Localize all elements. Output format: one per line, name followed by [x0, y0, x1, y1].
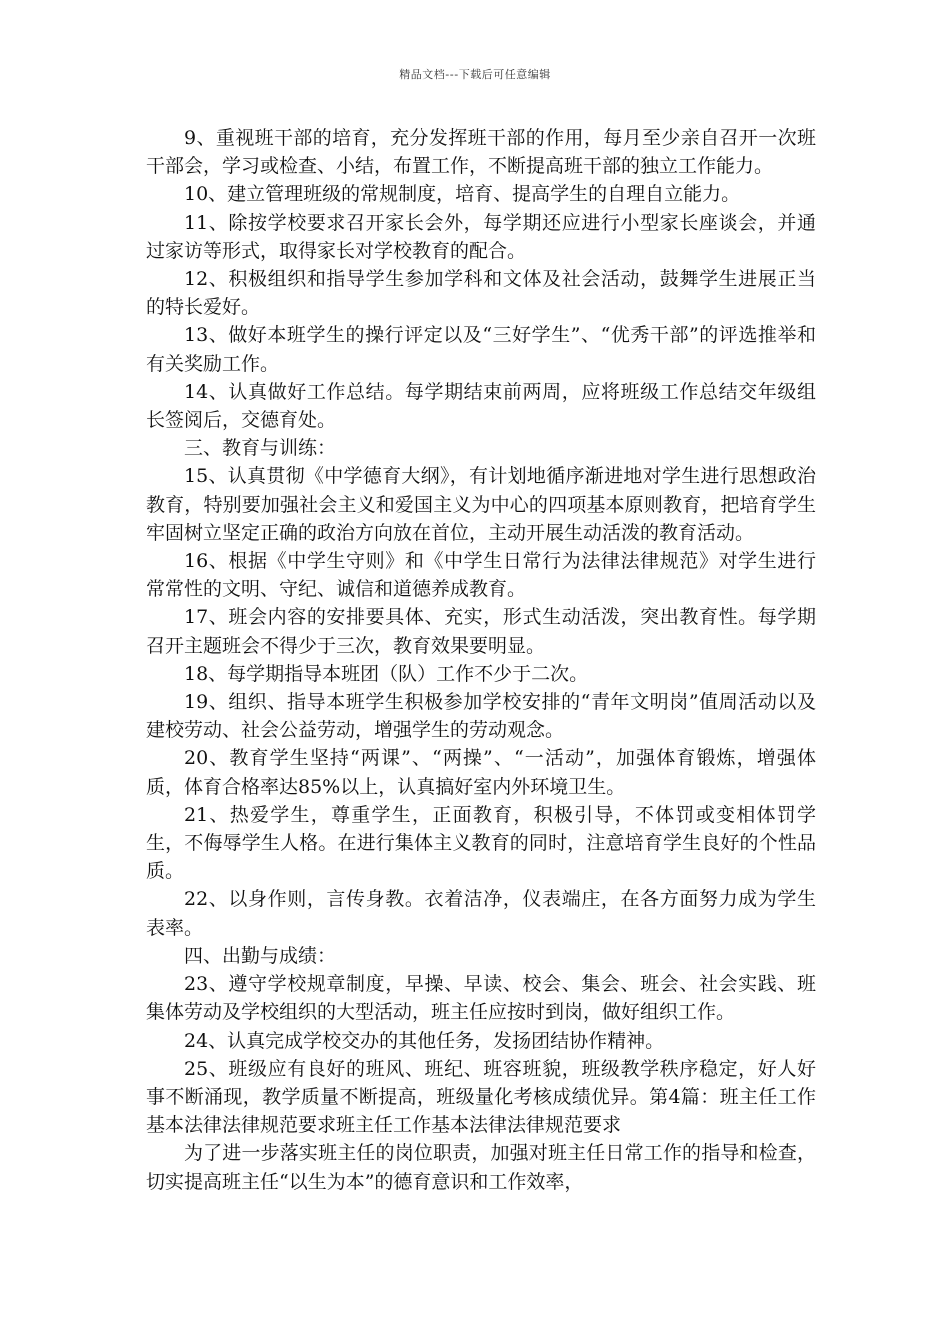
paragraph-item-9: 9、重视班干部的培育，充分发挥班干部的作用，每月至少亲自召开一次班干部会，学习或检查、小结，布置工作，不断提高班干部的独立工作能力。: [146, 127, 816, 178]
paragraph-item-12: 12、积极组织和指导学生参加学科和文体及社会活动，鼓舞学生进展正当的特长爱好。: [146, 268, 816, 319]
page-header: 精品文档---下载后可任意编辑: [399, 68, 551, 81]
paragraph-item-17: 17、班会内容的安排要具体、充实，形式生动活泼，突出教育性。每学期召开主题班会不得少于三次，教育效果要明显。: [146, 606, 816, 657]
paragraph-item-14: 14、认真做好工作总结。每学期结束前两周，应将班级工作总结交年级组长签阅后，交德育处。: [146, 380, 816, 432]
paragraph-item-20: 20、教育学生坚持“两课”、“两操”、“一活动”，加强体育锻炼，增强体质，体育合格率达85%以上，认真搞好室内外环境卫生。: [146, 747, 816, 798]
paragraph-item-19: 19、组织、指导本班学生积极参加学校安排的“青年文明岗”值周活动以及建校劳动、社会公益劳动，增强学生的劳动观念。: [146, 691, 816, 742]
paragraph-intro: 为了进一步落实班主任的岗位职责，加强对班主任日常工作的指导和检查，切实提高班主任“以生为本”的德育意识和工作效率，: [146, 1142, 816, 1193]
paragraph-item-11: 11、除按学校要求召开家长会外，每学期还应进行小型家长座谈会，并通过家访等形式，取得家长对学校教育的配合。: [146, 211, 816, 262]
paragraph-item-10: 10、建立管理班级的常规制度，培育、提高学生的自理自立能力。: [184, 183, 741, 206]
section-heading-attendance: 四、出勤与成绩：: [184, 944, 337, 967]
paragraph-item-23: 23、遵守学校规章制度，早操、早读、校会、集会、班会、社会实践、班集体劳动及学校组织的大型活动，班主任应按时到岗，做好组织工作。: [146, 973, 816, 1024]
paragraph-item-18: 18、每学期指导本班团（队）工作不少于二次。: [184, 662, 589, 685]
paragraph-item-22: 22、以身作则，言传身教。衣着洁净，仪表端庄，在各方面努力成为学生表率。: [146, 888, 816, 939]
paragraph-item-24: 24、认真完成学校交办的其他任务，发扬团结协作精神。: [184, 1029, 665, 1052]
document-body: [146, 124, 816, 1196]
paragraph-item-15: 15、认真贯彻《中学德育大纲》，有计划地循序渐进地对学生进行思想政治教育，特别要加强社会主义和爱国主义为中心的四项基本原则教育，把培育学生牢固树立坚定正确的政治方向放在首位，主动开展生动活泼的教育活动。: [146, 465, 816, 544]
paragraph-item-16: 16、根据《中学生守则》和《中学生日常行为法律法律规范》对学生进行常常性的文明、守纪、诚信和道德养成教育。: [146, 550, 816, 601]
paragraph-item-13: 13、做好本班学生的操行评定以及“三好学生”、“优秀干部”的评选推举和有关奖励工作。: [146, 324, 816, 375]
section-heading-education: 三、教育与训练：: [184, 437, 337, 460]
paragraph-item-25: 25、班级应有良好的班风、班纪、班容班貌，班级教学秩序稳定，好人好事不断涌现，教学质量不断提高，班级量化考核成绩优异。第4篇：班主任工作基本法律法律规范要求班主任工作基本法律法律规范要求: [146, 1057, 816, 1137]
paragraph-item-21: 21、热爱学生，尊重学生，正面教育，积极引导，不体罚或变相体罚学生，不侮辱学生人格。在进行集体主义教育的同时，注意培育学生良好的个性品质。: [146, 803, 816, 883]
